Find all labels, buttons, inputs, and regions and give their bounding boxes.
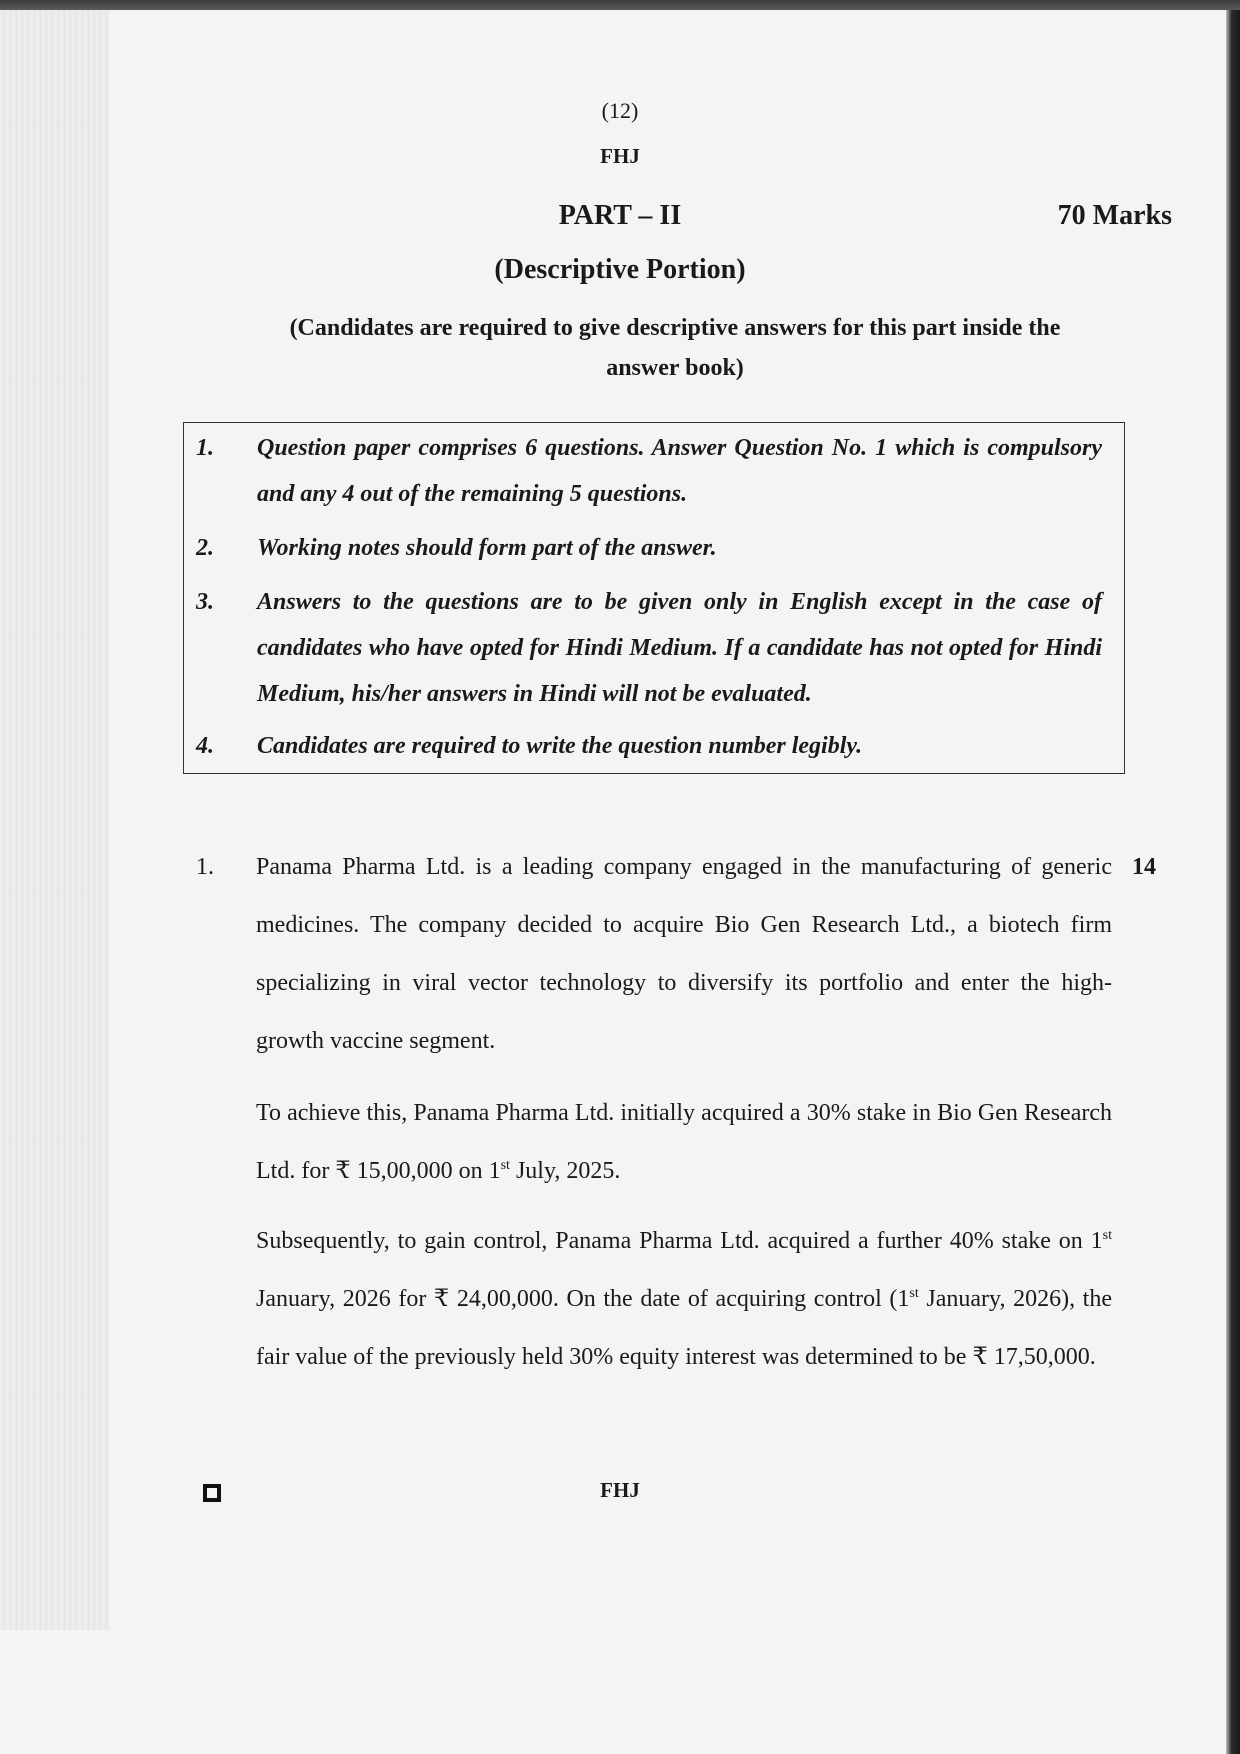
scan-left-page-edges xyxy=(0,10,110,1630)
page-number: (12) xyxy=(601,98,639,123)
question-paragraph-2: To achieve this, Panama Pharma Ltd. initially acquired a 30% stake in Bio Gen Research Ltd. for ₹ 15,00,000 on 1st July, 2025. xyxy=(256,1100,1112,1184)
instruction-number: 1. xyxy=(196,435,214,461)
paper-code-bottom: FHJ xyxy=(600,1478,640,1502)
instruction-text: Question paper comprises 6 questions. Answer Question No. 1 which is compulsory and any 4 out of the remaining 5 questions. xyxy=(257,435,1102,507)
instruction-number: 2. xyxy=(196,535,214,561)
part-title: PART – II xyxy=(558,200,682,231)
part-note: (Candidates are required to give descriptive answers for this part inside the answer book) xyxy=(289,315,1061,381)
instructions-box xyxy=(183,422,1125,774)
part-subtitle: (Descriptive Portion) xyxy=(494,254,746,285)
question-marks: 14 xyxy=(1132,854,1156,880)
paper-code-top: FHJ xyxy=(600,144,640,168)
instruction-text: Candidates are required to write the question number legibly. xyxy=(257,733,863,759)
instruction-text: Answers to the questions are to be given only in English except in the case of candidates who have opted for Hindi Medium. If a candidate has not opted for Hindi Medium, his/her answers in Hindi will not be evaluated. xyxy=(257,589,1102,707)
question-paragraph-1: Panama Pharma Ltd. is a leading company engaged in the manufacturing of generic medicines. The company decided to acquire Bio Gen Research Ltd., a biotech firm specializing in viral vector technology to diversify its portfolio and enter the high-growth vaccine segment. xyxy=(256,854,1112,1054)
question-paragraph-3: Subsequently, to gain control, Panama Pharma Ltd. acquired a further 40% stake on 1st January, 2026 for ₹ 24,00,000. On the date of acquiring control (1st January, 2026), the fair value of the previously held 30% equity interest was determined to be ₹ 17,50,000. xyxy=(256,1228,1113,1370)
instruction-text: Working notes should form part of the answer. xyxy=(257,535,717,561)
part-marks: 70 Marks xyxy=(1057,200,1172,231)
instruction-number: 3. xyxy=(196,589,214,615)
scan-top-edge xyxy=(0,0,1240,10)
question-number: 1. xyxy=(196,854,214,880)
instruction-number: 4. xyxy=(196,733,214,759)
